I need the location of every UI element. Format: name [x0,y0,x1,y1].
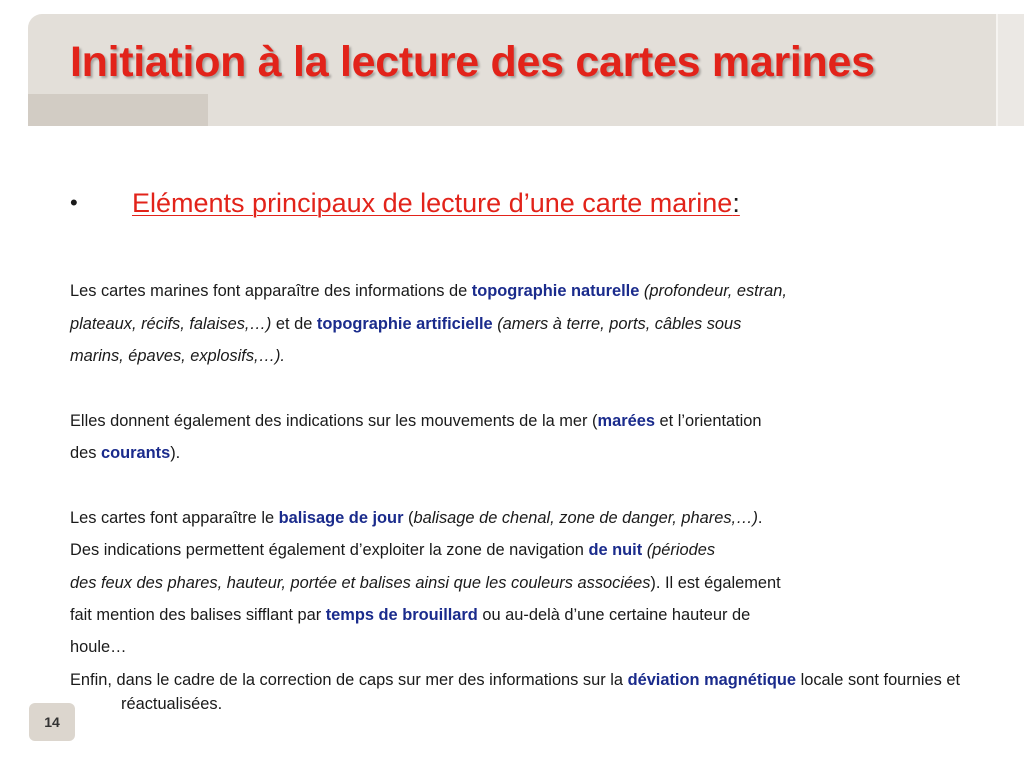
paragraph-2-line-1 [70,405,762,437]
page-number-badge: 14 [29,703,75,741]
paragraph-1-line-2 [70,308,741,340]
text-run: houle… [70,638,127,656]
paragraph-1-line-3 [70,340,285,372]
title-banner-tab [28,94,208,126]
keyword-balisage-de-jour: balisage de jour [278,509,404,527]
paragraph-1-line-1 [70,275,787,307]
text-run: fait mention des balises sifflant par [70,606,326,624]
keyword-temps-de-brouillard: temps de brouillard [325,606,478,624]
text-run-italic: (profondeur, estran, [639,282,787,300]
text-run-italic: (amers à terre, ports, câbles sous [492,315,742,333]
keyword-de-nuit: de nuit [588,541,643,559]
keyword-deviation-magnetique: déviation magnétique [627,671,797,689]
text-run: ( [403,509,414,527]
text-run: locale sont fournies et réactualisées. [121,671,961,713]
text-run-italic: marins, épaves, explosifs,…). [70,347,285,365]
bullet-heading-label: Eléments principaux de lecture d’une carte marine [132,188,733,218]
text-run: Les cartes font apparaître le [70,509,279,527]
text-run-italic: (périodes [642,541,716,559]
keyword-courants: courants [100,444,171,462]
text-run-italic: plateaux, récifs, falaises,…) [70,315,272,333]
text-run: Des indications permettent également d’exploiter la zone de navigation [70,541,589,559]
text-run: et de [271,315,317,333]
paragraph-3-line-1 [70,502,762,534]
bullet-marker: • [70,190,78,215]
text-run: Elles donnent également des indications sur les mouvements de la mer ( [70,412,598,430]
slide-title: Initiation à la lecture des cartes marines [70,38,875,86]
bullet-heading-colon: : [732,188,740,218]
text-run: et l’orientation [654,412,762,430]
text-run: ). [170,444,181,462]
text-run: Enfin, dans le cadre de la correction de caps sur mer des informations sur la [70,671,628,689]
bullet-heading-text [132,183,740,223]
text-run: des [70,444,101,462]
text-run: ou au-delà d’une certaine hauteur de [477,606,751,624]
text-run: . [757,509,763,527]
keyword-topographie-naturelle: topographie naturelle [471,282,640,300]
keyword-topographie-artificielle: topographie artificielle [316,315,493,333]
text-run: ). Il est également [650,574,781,592]
text-run: Les cartes marines font apparaître des informations de [70,282,472,300]
text-run-italic: des feux des phares, hauteur, portée et balises ainsi que les couleurs associées [70,574,651,592]
title-banner-edge [998,14,1024,126]
paragraph-3-line-5 [70,631,127,663]
paragraph-2-line-2 [70,437,180,469]
keyword-marees: marées [597,412,655,430]
paragraph-4 [70,668,1021,716]
text-run-italic: balisage de chenal, zone de danger, phares,…) [413,509,758,527]
paragraph-3-line-2 [70,534,715,566]
paragraph-3-line-3 [70,567,781,599]
paragraph-3-line-4 [70,599,750,631]
